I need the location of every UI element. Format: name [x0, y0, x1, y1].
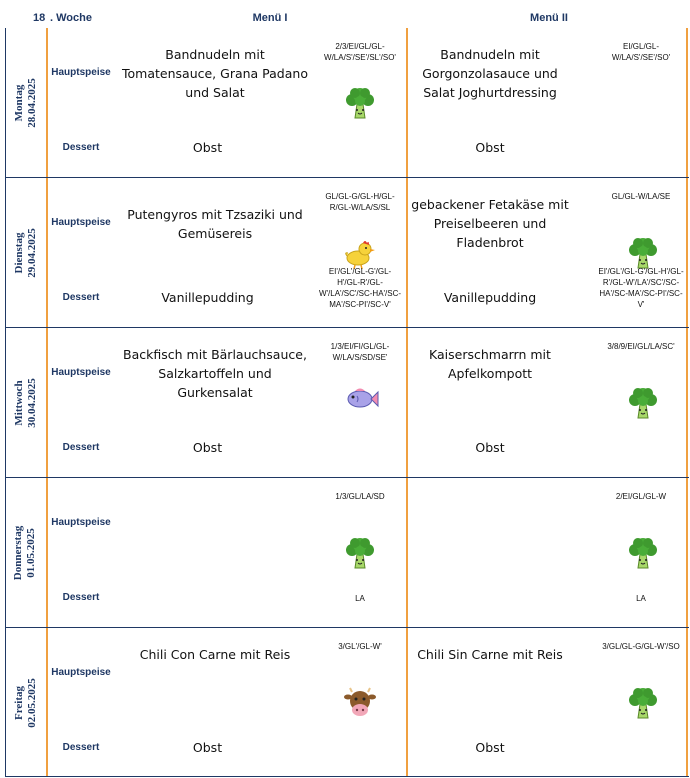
menu2-main-dish: gebackener Fetakäse mit Preiselbeeren und Fladenbrot [411, 197, 569, 250]
hauptspeise-label: Hauptspeise [51, 217, 111, 228]
day-name-date [13, 378, 39, 428]
menu1-dessert: Vanillepudding [161, 290, 254, 305]
column-divider-1 [46, 28, 48, 776]
menu2-dessert: Obst [475, 740, 505, 755]
menu2-dessert: Obst [475, 140, 505, 155]
day-date: 01.05.2025 [25, 527, 38, 578]
day-label [5, 628, 46, 777]
menu1-main-dish: Bandnudeln mit Tomatensauce, Grana Padano und Salat [122, 47, 308, 100]
menu1-dessert: Obst [192, 140, 223, 155]
menu1-header: Menü I [252, 12, 288, 24]
day-name: Montag [12, 84, 25, 121]
week-label: . Woche [50, 12, 92, 24]
menu1-dessert-allergen-code: EI'/GL'/GL-G'/GL-H'/GL-R'/GL-W'/LA'/SC'/SC-HA'/SC-MA'/SC-PI'/SC-V' [318, 267, 402, 309]
row-divider [5, 627, 689, 628]
menu1-allergen-code: 3/GL'/GL-W' [338, 642, 382, 651]
hauptspeise-label: Hauptspeise [51, 367, 111, 378]
menu1-allergen-code: GL/GL-G/GL-H/GL-R/GL-W/LA/S/SL [325, 192, 395, 212]
day-name-date [13, 678, 39, 728]
day-name-date [13, 525, 39, 579]
menu1-dessert-code: LA [355, 594, 365, 603]
day-date: 02.05.2025 [25, 677, 38, 728]
column-divider-3 [686, 28, 688, 776]
week-number: 18 [33, 12, 46, 24]
dessert-label: Dessert [62, 742, 100, 753]
table-bottom-border [5, 776, 689, 777]
dessert-label: Dessert [62, 592, 100, 603]
menu2-allergen-code: 3/GL/GL-G/GL-W'/SO [602, 642, 680, 651]
menu2-main-dish: Chili Sin Carne mit Reis [417, 647, 563, 662]
cow-icon [343, 686, 377, 725]
menu1-dessert: Obst [192, 440, 223, 455]
menu2-allergen-code: EI/GL/GL-W/LA/S'/SE'/SO' [611, 42, 671, 62]
dessert-label: Dessert [62, 292, 100, 303]
hauptspeise-label: Hauptspeise [51, 517, 111, 528]
menu1-allergen-code: 1/3/EI/FI/GL/GL-W/LA/S/SD/SE' [330, 342, 390, 362]
day-label [5, 178, 46, 327]
day-label [5, 478, 46, 627]
menu1-dessert: Obst [192, 740, 223, 755]
menu2-main-dish: Bandnudeln mit Gorgonzolasauce und Salat Joghurtdressing [422, 47, 558, 100]
day-name-date [13, 228, 39, 278]
menu2-dessert: Obst [475, 440, 505, 455]
row-divider [5, 177, 689, 178]
row-divider [5, 477, 689, 478]
menu1-allergen-code: 1/3/GL/LA/SD [335, 492, 385, 501]
day-label [5, 28, 46, 177]
hauptspeise-label: Hauptspeise [51, 667, 111, 678]
dessert-label: Dessert [62, 142, 100, 153]
day-name: Dienstag [12, 232, 25, 273]
dessert-label: Dessert [62, 442, 100, 453]
day-date: 29.04.2025 [25, 227, 38, 278]
menu1-main-dish: Backfisch mit Bärlauchsauce, Salzkartoffeln und Gurkensalat [123, 347, 307, 400]
broccoli-icon [343, 86, 377, 125]
menu2-dessert: Vanillepudding [443, 290, 537, 305]
broccoli-icon [626, 536, 660, 575]
menu1-allergen-code: 2/3/EI/GL/GL-W/LA/S'/SE'/SL'/SO' [324, 42, 396, 62]
broccoli-icon [343, 536, 377, 575]
day-name: Freitag [12, 685, 25, 720]
day-name: Mittwoch [12, 379, 25, 426]
day-label [5, 328, 46, 477]
row-divider [5, 327, 689, 328]
day-name: Donnerstag [12, 525, 25, 580]
menu2-dessert-code: LA [636, 594, 646, 603]
day-name-date [13, 78, 39, 128]
fish-icon [343, 386, 379, 417]
day-date: 28.04.2025 [25, 77, 38, 128]
broccoli-icon [626, 686, 660, 725]
menu2-header: Menü II [530, 12, 568, 24]
menu2-allergen-code: 3/8/9/EI/GL/LA/SC' [607, 342, 675, 351]
menu1-main-dish: Putengyros mit Tzsaziki und Gemüsereis [127, 207, 303, 241]
column-divider-2 [406, 28, 408, 776]
day-date: 30.04.2025 [25, 377, 38, 428]
menu2-allergen-code: GL/GL-W/LA/SE [611, 192, 671, 201]
menu1-main-dish: Chili Con Carne mit Reis [139, 647, 291, 662]
menu2-allergen-code: 2/EI/GL/GL-W [615, 492, 667, 501]
broccoli-icon [626, 386, 660, 425]
menu2-dessert-allergen-code: EI'/GL'/GL-G'/GL-H'/GL-R'/GL-W'/LA'/SC'/SC-HA'/SC-MA'/SC-PI'/SC-V' [598, 267, 684, 309]
menu2-main-dish: Kaiserschmarrn mit Apfelkompott [429, 347, 551, 381]
hauptspeise-label: Hauptspeise [51, 67, 111, 78]
